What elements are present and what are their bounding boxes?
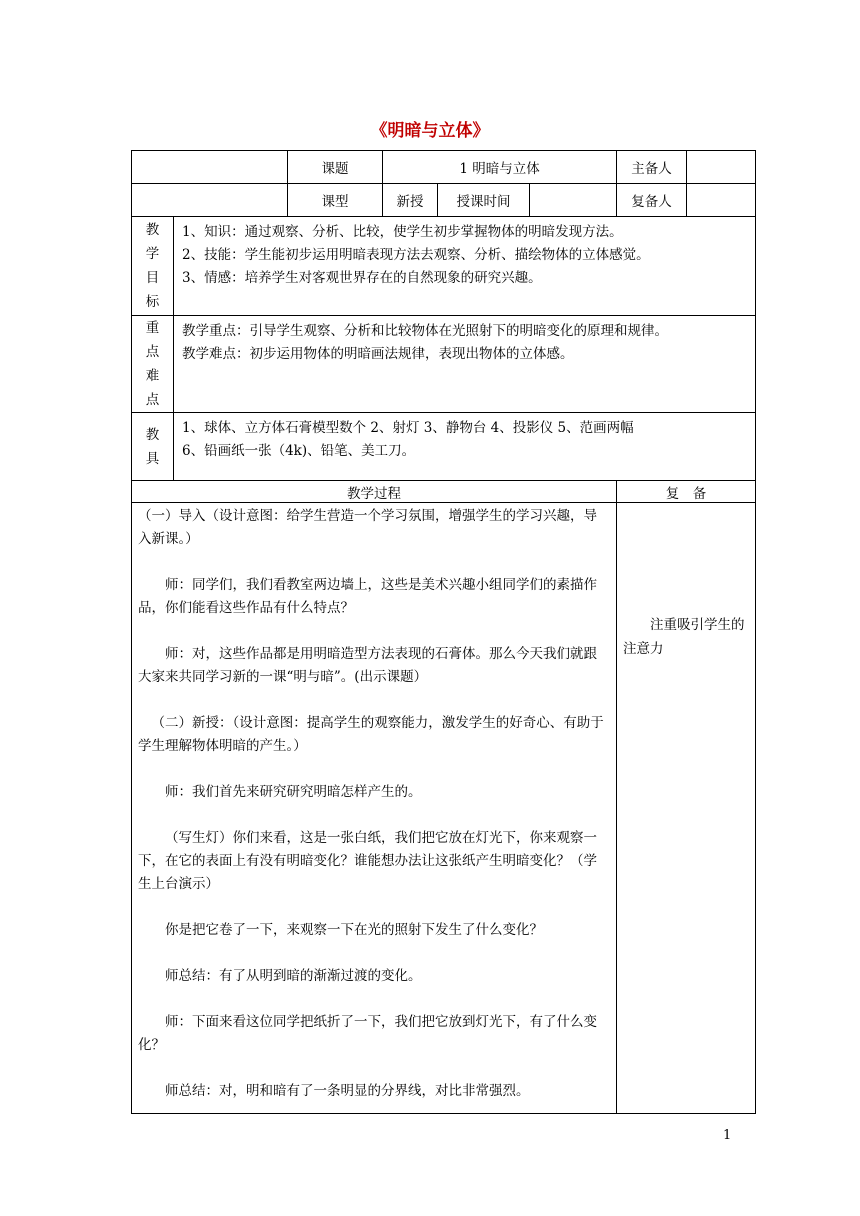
type-label: 课型	[288, 184, 383, 217]
header-row-1	[132, 151, 756, 184]
process-paragraph: 师总结：对，明和暗有了一条明显的分界线，对比非常强烈。	[165, 1083, 530, 1099]
process-header-row	[132, 481, 756, 503]
review-header: 复 备	[617, 481, 756, 503]
process-paragraph: 师：同学们，我们看教室两边墙上，这些是美术兴趣小组同学们的素描作品，你们能看这些作品有什么特点？	[138, 577, 597, 616]
goals-label: 教 学 目 标	[132, 217, 174, 316]
co-preparer-label: 复备人	[617, 184, 687, 217]
review-note: 注重吸引学生的注意力	[623, 617, 745, 657]
process-paragraph: 师：对，这些作品都是用明暗造型方法表现的石膏体。那么今天我们就跟大家来共同学习新的一课“明与暗”。(出示课题）	[138, 646, 597, 685]
keypoints-content: 教学重点：引导学生观察、分析和比较物体在光照射下的明暗变化的原理和规律。 教学难点：初步运用物体的明暗画法规律，表现出物体的立体感。	[174, 316, 756, 413]
goals-row	[132, 217, 756, 316]
time-label: 授课时间	[438, 184, 530, 217]
process-paragraph: （一）导入（设计意图：给学生营造一个学习氛围，增强学生的学习兴趣，导入新课。）	[138, 508, 597, 547]
document-title: 《明暗与立体》	[370, 121, 490, 141]
process-paragraph: （二）新授：（设计意图：提高学生的观察能力，激发学生的好奇心、有助于学生理解物体明暗的产生。）	[138, 715, 604, 754]
type-value: 新授	[383, 184, 438, 217]
header-row-2	[132, 184, 756, 217]
keypoints-label: 重 点 难 点	[132, 316, 174, 413]
process-row	[132, 503, 756, 1114]
materials-content: 1、球体、立方体石膏模型数个 2、射灯 3、静物台 4、投影仪 5、范画两幅 6、铅画纸一张（4k)、铅笔、美工刀。	[174, 413, 756, 481]
keypoints-row	[132, 316, 756, 413]
materials-label: 教 具	[132, 413, 174, 481]
blank-cell	[132, 184, 288, 217]
co-preparer-value	[687, 184, 756, 217]
process-paragraph: 师：我们首先来研究研究明暗怎样产生的。	[165, 784, 422, 800]
time-value	[530, 184, 617, 217]
main-preparer-value	[687, 151, 756, 184]
blank-cell	[132, 151, 288, 184]
process-paragraph: 师总结：有了从明到暗的渐渐过渡的变化。	[165, 968, 422, 984]
materials-row	[132, 413, 756, 481]
review-note-cell	[617, 503, 756, 1114]
process-content	[132, 503, 617, 1114]
process-paragraph: 你是把它卷了一下，来观察一下在光的照射下发生了什么变化？	[165, 922, 543, 938]
process-paragraph: 师：下面来看这位同学把纸折了一下，我们把它放到灯光下，有了什么变化？	[138, 1014, 597, 1053]
topic-value: 1 明暗与立体	[383, 151, 617, 184]
process-paragraph: （写生灯）你们来看，这是一张白纸，我们把它放在灯光下，你来观察一下，在它的表面上有没有明暗变化？谁能想办法让这张纸产生明暗变化？（学生上台演示）	[138, 830, 597, 892]
topic-label: 课题	[288, 151, 383, 184]
page-number: 1	[723, 1128, 732, 1143]
process-header: 教学过程	[132, 481, 617, 503]
main-preparer-label: 主备人	[617, 151, 687, 184]
goals-content: 1、知识：通过观察、分析、比较，使学生初步掌握物体的明暗发现方法。 2、技能：学生能初步运用明暗表现方法去观察、分析、描绘物体的立体感觉。 3、情感：培养学生对客观世界存在的自然现象的研究兴趣。	[174, 217, 756, 316]
lesson-plan-table	[131, 150, 756, 1114]
